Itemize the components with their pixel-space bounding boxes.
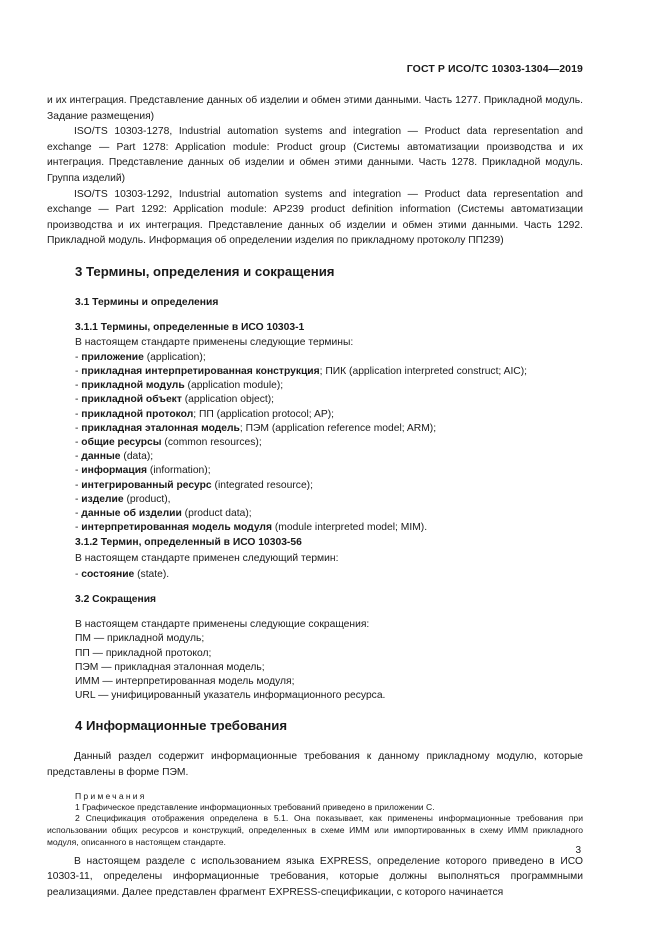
term-rest: (application object); bbox=[181, 394, 275, 406]
term-dash: - bbox=[75, 451, 82, 463]
term-name: общие ресурсы bbox=[81, 436, 162, 448]
term-rest: (state). bbox=[134, 568, 170, 580]
term-dash: - bbox=[75, 351, 82, 363]
term-name: прикладная эталонная модель bbox=[81, 422, 240, 434]
term-name: данные об изделии bbox=[81, 507, 182, 519]
term-rest: (module interpreted model; MIM). bbox=[271, 522, 428, 534]
term-dash: - bbox=[75, 465, 82, 477]
note-2: 2 Спецификация отображения определена в 5.1. Она показывает, как применены информационные требования при использовании общих ресурсов и конструкций, определенных в схеме ИММ или импортированных в схему ИММ прикладного модуля, описанного в настоящем стандарте. bbox=[47, 813, 583, 847]
section-3-2-title: 3.2 Сокращения bbox=[75, 594, 157, 606]
term-dash: - bbox=[75, 522, 82, 534]
list-item bbox=[75, 365, 583, 379]
term-name: прикладной модуль bbox=[81, 380, 185, 392]
term-rest: (application module); bbox=[184, 380, 284, 392]
document-header: ГОСТ Р ИСО/ТС 10303-1304—2019 bbox=[406, 63, 583, 75]
abbreviations-list bbox=[47, 632, 583, 703]
list-item: ПЭМ — прикладная эталонная модель; bbox=[75, 661, 265, 673]
term-name: данные bbox=[81, 451, 121, 463]
list-item bbox=[47, 567, 583, 583]
term-name: прикладная интерпретированная конструкция bbox=[81, 365, 320, 377]
section-4-paragraph-2: В настоящем разделе с использованием языка EXPRESS, определение которого приведено в ИСО 10303-11, определены информационные требования, которые должны выполняться программными реализациями. Далее представлен фрагмент EXPRESS-спецификации, с которого начинается bbox=[47, 855, 583, 898]
list-item bbox=[75, 408, 583, 422]
term-name: приложение bbox=[81, 351, 144, 363]
section-3-1-1-lead: В настоящем стандарте применены следующие термины: bbox=[75, 337, 354, 349]
list-item bbox=[75, 450, 583, 464]
note-1: 1 Графическое представление информационных требований приведено в приложении С. bbox=[75, 801, 435, 812]
list-item bbox=[75, 351, 583, 365]
list-item: ПМ — прикладной модуль; bbox=[75, 633, 205, 645]
list-item bbox=[75, 464, 583, 478]
term-dash: - bbox=[75, 422, 82, 434]
list-item bbox=[75, 436, 583, 450]
term-name: изделие bbox=[81, 493, 124, 505]
term-dash: - bbox=[75, 507, 82, 519]
section-3-1-title: 3.1 Термины и определения bbox=[75, 296, 219, 308]
list-item bbox=[75, 507, 583, 521]
term-dash: - bbox=[75, 365, 82, 377]
term-dash: - bbox=[75, 493, 82, 505]
term-rest: (data); bbox=[120, 451, 154, 463]
intro-paragraph-3: ISO/TS 10303-1292, Industrial automation systems and integration — Product data representation and exchange — Part 1292: Application module: AP239 product definition information (Системы автоматизации производства и их интеграция. Представление данных об изделии и обмен этими данными. Часть 1292. Прикладной модуль. Информация об определении изделия по прикладному протоколу ПП239) bbox=[47, 188, 583, 247]
terms-list bbox=[47, 351, 583, 536]
page-number: 3 bbox=[575, 845, 581, 856]
term-name: состояние bbox=[81, 568, 135, 580]
term-dash: - bbox=[75, 479, 82, 491]
section-4-title: 4 Информационные требования bbox=[75, 718, 288, 734]
term-rest: (application); bbox=[143, 351, 206, 363]
notes-title: Примечания bbox=[75, 790, 147, 801]
term-rest: (information); bbox=[147, 465, 211, 477]
term-name: прикладной объект bbox=[81, 394, 182, 406]
list-item bbox=[75, 379, 583, 393]
list-item: ПП — прикладной протокол; bbox=[75, 647, 212, 659]
section-3-1-2-lead: В настоящем стандарте применен следующий термин: bbox=[75, 552, 339, 564]
list-item bbox=[75, 479, 583, 493]
term-rest: (product), bbox=[123, 493, 171, 505]
term-rest: (integrated resource); bbox=[211, 479, 313, 491]
term-name: информация bbox=[81, 465, 148, 477]
term-name: интегрированный ресурс bbox=[81, 479, 212, 491]
section-4-paragraph-1: Данный раздел содержит информационные требования к данному прикладному модулю, которые представлены в форме ПЭМ. bbox=[47, 751, 583, 778]
section-3-1-1-title: 3.1.1 Термины, определенные в ИСО 10303-1 bbox=[75, 321, 305, 333]
intro-paragraph-2: ISO/TS 10303-1278, Industrial automation systems and integration — Product data representation and exchange — Part 1278: Application module: Product group (Системы автоматизации производства и их интеграция. Представление данных об изделии и обмен этими данными. Часть 1278. Прикладной модуль. Группа изделий) bbox=[47, 126, 583, 184]
term-name: интерпретированная модель модуля bbox=[81, 522, 272, 534]
document-body bbox=[47, 93, 583, 901]
term-rest: ; ПЭМ (application reference model; ARM); bbox=[239, 422, 437, 434]
term-rest: (common resources); bbox=[161, 436, 262, 448]
list-item: ИММ — интерпретированная модель модуля; bbox=[75, 675, 295, 687]
list-item bbox=[75, 393, 583, 407]
term-rest: (product data); bbox=[181, 507, 252, 519]
term-dash: - bbox=[75, 380, 82, 392]
term-rest: ; ПП (application protocol; AP); bbox=[193, 408, 334, 420]
term-dash: - bbox=[75, 568, 82, 580]
intro-paragraph-1: и их интеграция. Представление данных об изделии и обмен этими данными. Часть 1277. Прикладной модуль. Задание размещения) bbox=[47, 95, 583, 122]
section-3-title: 3 Термины, определения и сокращения bbox=[75, 263, 335, 279]
section-3-2-lead: В настоящем стандарте применены следующие сокращения: bbox=[75, 618, 370, 630]
list-item bbox=[75, 493, 583, 507]
term-dash: - bbox=[75, 408, 82, 420]
section-3-1-2-title: 3.1.2 Термин, определенный в ИСО 10303-56 bbox=[75, 537, 302, 549]
term-rest: ; ПИК (application interpreted construct; AIC); bbox=[319, 365, 528, 377]
list-item bbox=[75, 521, 583, 535]
term-dash: - bbox=[75, 394, 82, 406]
term-name: прикладной протокол bbox=[81, 408, 194, 420]
term-dash: - bbox=[75, 436, 82, 448]
list-item bbox=[75, 422, 583, 436]
list-item: URL — унифицированный указатель информационного ресурса. bbox=[75, 690, 386, 702]
